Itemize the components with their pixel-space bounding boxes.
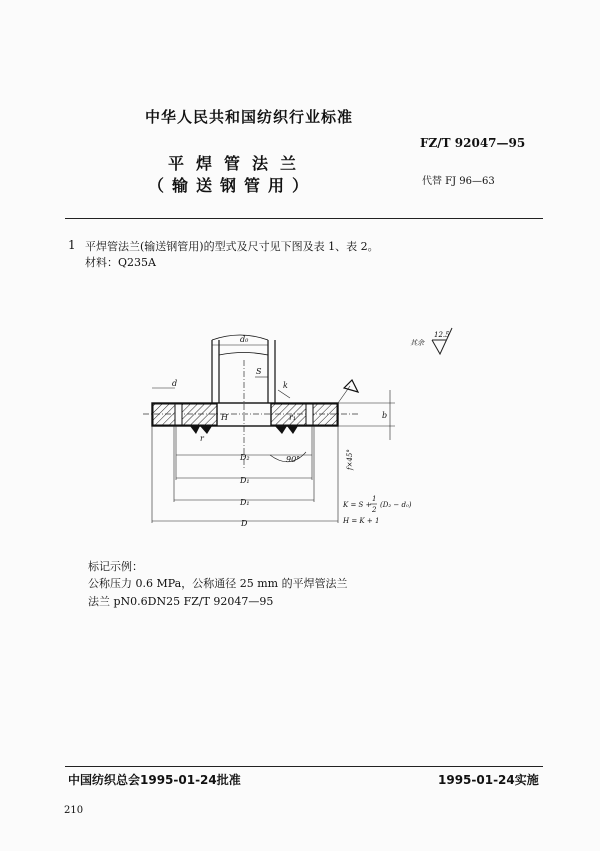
label-D1-bottom: D₁: [240, 498, 250, 507]
implementation-date: 1995-01-24实施: [438, 773, 539, 787]
label-H: H: [221, 413, 228, 422]
formula-k-tail: (D₂ − d₀): [380, 501, 412, 509]
example-title: 标记示例：: [88, 560, 143, 573]
dimension-lines: [152, 345, 395, 523]
formula-k-num: 1: [372, 495, 377, 503]
page-number: 210: [64, 805, 84, 816]
document-subtitle: （输送钢管用）: [148, 176, 317, 195]
label-angle: 90°: [286, 455, 301, 464]
document-title: 平焊管法兰: [168, 154, 309, 173]
roughness-value: 12.5: [434, 331, 450, 339]
approval-note: 中国纺织总会1995-01-24批准: [68, 773, 241, 787]
label-S: S: [256, 367, 262, 376]
weld-symbol: [344, 380, 358, 392]
label-D1: D₁: [240, 476, 250, 485]
material-spec: 材料：Q235A: [85, 256, 156, 269]
hatched-area: [153, 404, 337, 425]
clause-text: 平焊管法兰(输送钢管用)的型式及尺寸见下图及表 1、表 2。: [85, 240, 379, 253]
example-line-2: 法兰 pN0.6DN25 FZ/T 92047—95: [88, 595, 274, 608]
formulas: [342, 495, 412, 525]
clause-number: 1: [68, 238, 76, 252]
label-D2: D₂: [240, 453, 250, 462]
label-k: k: [283, 381, 288, 390]
label-chamfer: f×45°: [346, 449, 354, 470]
label-d0: d₀: [240, 335, 249, 344]
standard-category: 中华人民共和国纺织行业标准: [145, 108, 354, 126]
footer-divider: [65, 766, 543, 767]
formula-k-lhs: K = S +: [343, 501, 372, 509]
example-line-1: 公称压力 0.6 MPa，公称通径 25 mm 的平焊管法兰: [88, 577, 348, 590]
label-d: d: [172, 379, 178, 388]
dimension-labels: [172, 335, 387, 528]
roughness-symbol: [410, 328, 452, 354]
standard-code: FZ/T 92047—95: [420, 136, 526, 150]
label-r1: r₁: [289, 413, 297, 422]
formula-k-den: 2: [372, 506, 377, 514]
replaces-note: 代替 FJ 96—63: [422, 176, 495, 187]
label-D: D: [241, 519, 248, 528]
label-r: r: [200, 434, 204, 443]
label-b: b: [382, 411, 388, 420]
roughness-prefix: 其余: [410, 339, 424, 347]
formula-h: H = K + 1: [343, 517, 380, 525]
